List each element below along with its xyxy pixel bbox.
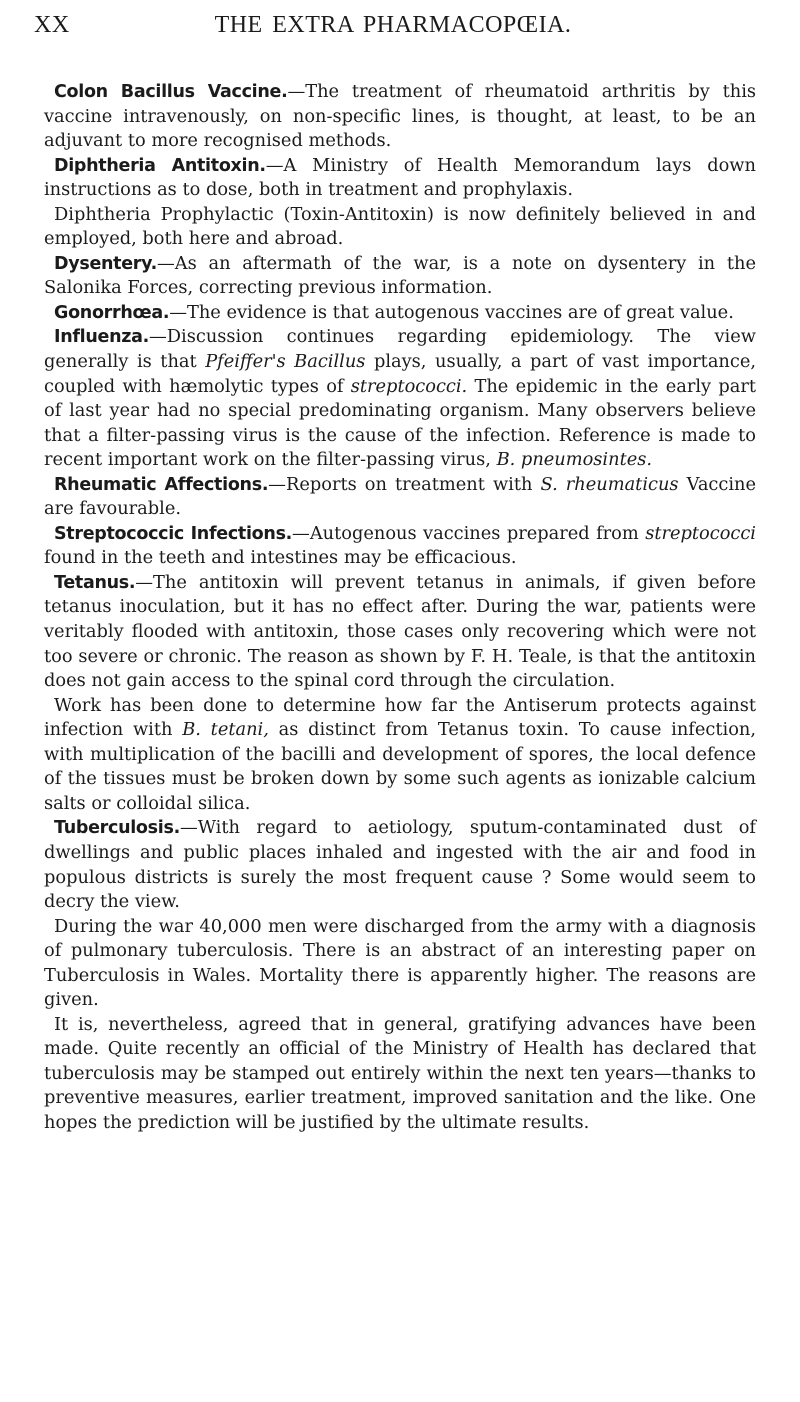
paragraph-diphtheria-prophylactic — [44, 203, 756, 252]
entry-colon-bacillus-vaccine — [44, 80, 756, 154]
entry-italic-text: B. pneumosintes. — [496, 449, 653, 471]
entry-italic-text: Pfeiffer's Bacillus — [205, 351, 366, 373]
entry-heading: Influenza. — [54, 327, 150, 348]
entry-gonorrhoea — [44, 301, 756, 326]
entry-text: —A Ministry of Health Memorandum lays down instructions as to dose, both in treatment and prophylaxis. — [44, 154, 756, 201]
entry-heading: Gonorrhœa. — [54, 302, 170, 323]
entry-text: —The antitoxin will prevent tetanus in animals, if given before tetanus inoculation, but it has no effect after. During the war, patients were veritably flooded with antitoxin, those cases only recovering which were not too severe or chronic. The reason as shown by F. H. Teale, is that the antitoxin does not gain access to the spinal cord through the circulation. — [44, 571, 756, 692]
entry-diphtheria-antitoxin — [44, 154, 756, 203]
running-title: THE EXTRA PHARMACOPŒIA. — [214, 12, 572, 38]
entry-heading: Streptococcic Infections. — [54, 523, 293, 544]
page-number: XX — [34, 12, 70, 38]
entry-heading: Diphtheria Antitoxin. — [54, 155, 266, 176]
entry-italic-text: streptococci — [645, 522, 756, 544]
entry-text: found in the teeth and intestines may be efficacious. — [44, 547, 517, 569]
entry-text: —As an aftermath of the war, is a note on dysentery in the Salonika Forces, correcting previous information. — [44, 252, 756, 299]
entry-heading: Tuberculosis. — [54, 818, 180, 839]
entry-tetanus — [44, 571, 756, 694]
entry-text: —The evidence is that autogenous vaccines are of great value. — [169, 301, 734, 323]
entry-tuberculosis — [44, 816, 756, 914]
paragraph-tetanus-antiserum — [44, 694, 756, 817]
entry-text: —With regard to aetiology, sputum-contaminated dust of dwellings and public places inhaled and ingested with the air and food in populous districts is surely the most frequent cause ? Some would seem to decry the view. — [44, 817, 756, 913]
paragraph-text: as distinct from Tetanus toxin. To cause infection, with multiplication of the bacilli and development of spores, the local defence of the tissues must be broken down by some such agents as ionizable calcium salts or colloidal silica. — [44, 719, 757, 814]
entry-heading: Tetanus. — [54, 572, 136, 593]
entry-text: —The treatment of rheumatoid arthritis by this vaccine intravenously, on non-specific lines, is thought, at least, to be an adjuvant to more recognised methods. — [44, 81, 757, 152]
entry-text: —Reports on treatment with — [268, 473, 541, 495]
paragraph-tuberculosis-advances — [44, 1013, 756, 1136]
entry-rheumatic-affections — [44, 473, 756, 522]
entry-influenza — [44, 325, 756, 472]
entry-streptococcic-infections — [44, 522, 756, 571]
entry-heading: Rheumatic Affections. — [54, 474, 269, 495]
paragraph-tuberculosis-war — [44, 915, 756, 1013]
entry-text: The epidemic in the early part of last year had no special predominating organism. Many observers believe that a filter-passing virus is the cause of the infection. Reference is made to recent important work on the filter-passing virus, — [44, 375, 756, 471]
entry-italic-text: S. rheumaticus — [540, 473, 679, 495]
paragraph-text: It is, nevertheless, agreed that in general, gratifying advances have been made. Quite recently an official of the Ministry of Health has declared that tuberculosis may be stamped out entirely within the next ten years—thanks to preventive measures, earlier treatment, improved sanitation and the like. One hopes the prediction will be justified by the ultimate results. — [44, 1013, 756, 1133]
paragraph-text: Work has been done to determine how far the Antiserum protects against infection with — [44, 694, 756, 741]
paragraph-italic-text: B. tetani, — [182, 719, 269, 741]
entry-text: Vaccine are favourable. — [44, 473, 757, 520]
entry-text: plays, usually, a part of vast importance, coupled with hæmolytic types of — [44, 351, 757, 397]
running-head — [34, 12, 752, 48]
entry-text: —Autogenous vaccines prepared from — [292, 522, 646, 544]
entry-heading: Colon Bacillus Vaccine. — [54, 82, 288, 102]
entry-italic-text: streptococci. — [350, 375, 468, 397]
body-text — [44, 80, 756, 1136]
paragraph-text: Diphtheria Prophylactic (Toxin-Antitoxin) is now definitely believed in and employed, both here and abroad. — [44, 203, 756, 250]
entry-dysentery — [44, 252, 756, 301]
paragraph-text: During the war 40,000 men were discharged from the army with a diagnosis of pulmonary tuberculosis. There is an abstract of an interesting paper on Tuberculosis in Wales. Mortality there is apparently higher. The reasons are given. — [44, 915, 756, 1011]
entry-text: —Discussion continues regarding epidemiology. The view generally is that — [44, 326, 756, 373]
entry-heading: Dysentery. — [54, 253, 157, 274]
